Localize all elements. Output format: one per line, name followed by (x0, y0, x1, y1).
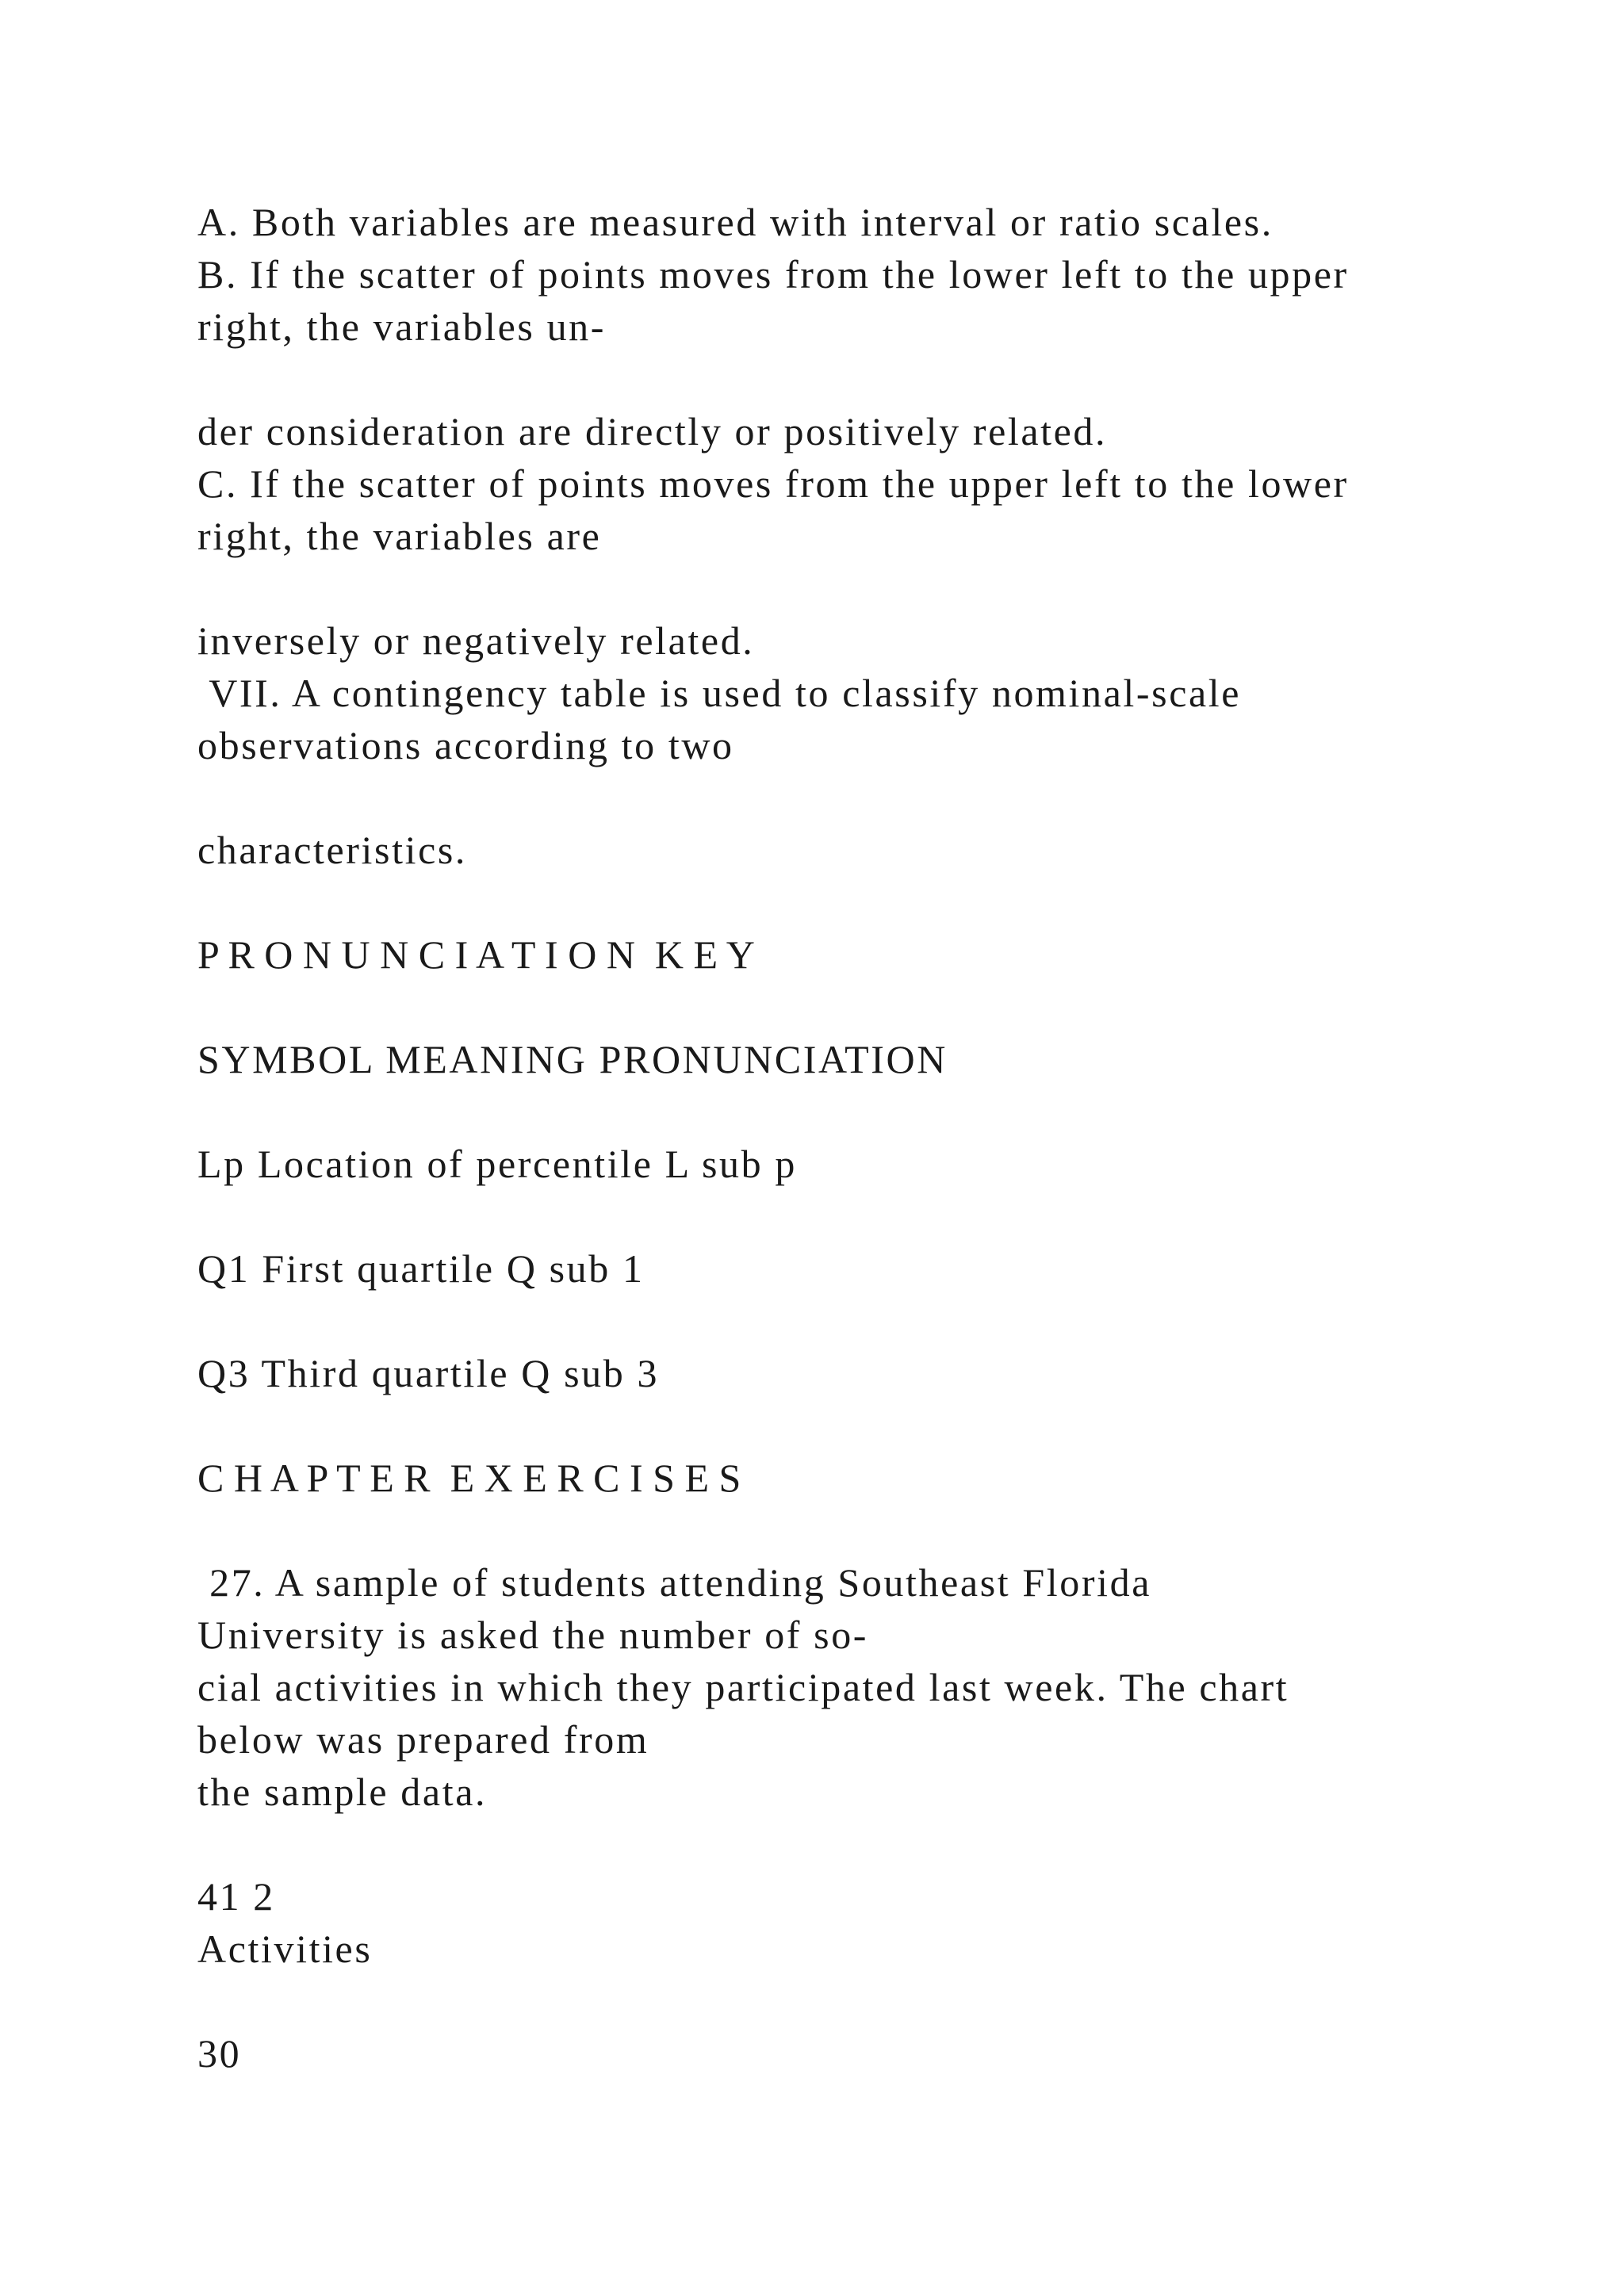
text-line-22: 41 2 (197, 1874, 275, 1919)
text-line-19: cial activities in which they participated last week. The chart (197, 1665, 1289, 1709)
table-header-line: SYMBOL MEANING PRONUNCIATION (197, 1037, 948, 1081)
text-line-4: der consideration are directly or positively related. (197, 409, 1108, 453)
text-line-5: C. If the scatter of points moves from the upper left to the lower (197, 461, 1349, 506)
text-line-7: inversely or negatively related. (197, 618, 755, 663)
text-line-9: observations according to two (197, 723, 734, 767)
text-line-10: characteristics. (197, 828, 468, 872)
text-line-21: the sample data. (197, 1770, 488, 1814)
text-line-2: B. If the scatter of points moves from the lower left to the upper (197, 252, 1349, 297)
text-line-20: below was prepared from (197, 1717, 649, 1762)
text-line-18: University is asked the number of so- (197, 1613, 869, 1657)
text-line-24: 30 (197, 2031, 242, 2076)
pronunciation-row-q3: Q3 Third quartile Q sub 3 (197, 1351, 660, 1395)
text-line-8: VII. A contingency table is used to classify nominal-scale (197, 671, 1242, 715)
text-line-1: A. Both variables are measured with interval or ratio scales. (197, 200, 1274, 244)
text-line-23: Activities (197, 1927, 373, 1971)
text-line-17: 27. A sample of students attending Southeast Florida (197, 1560, 1151, 1605)
section-heading-chapter-exercises: C H A P T E R E X E R C I S E S (197, 1456, 741, 1500)
text-line-3: right, the variables un- (197, 304, 607, 349)
text-line-6: right, the variables are (197, 514, 602, 558)
pronunciation-row-q1: Q1 First quartile Q sub 1 (197, 1246, 645, 1291)
pronunciation-row-lp: Lp Location of percentile L sub p (197, 1142, 797, 1186)
section-heading-pronunciation-key: P R O N U N C I A T I O N K E Y (197, 932, 755, 977)
